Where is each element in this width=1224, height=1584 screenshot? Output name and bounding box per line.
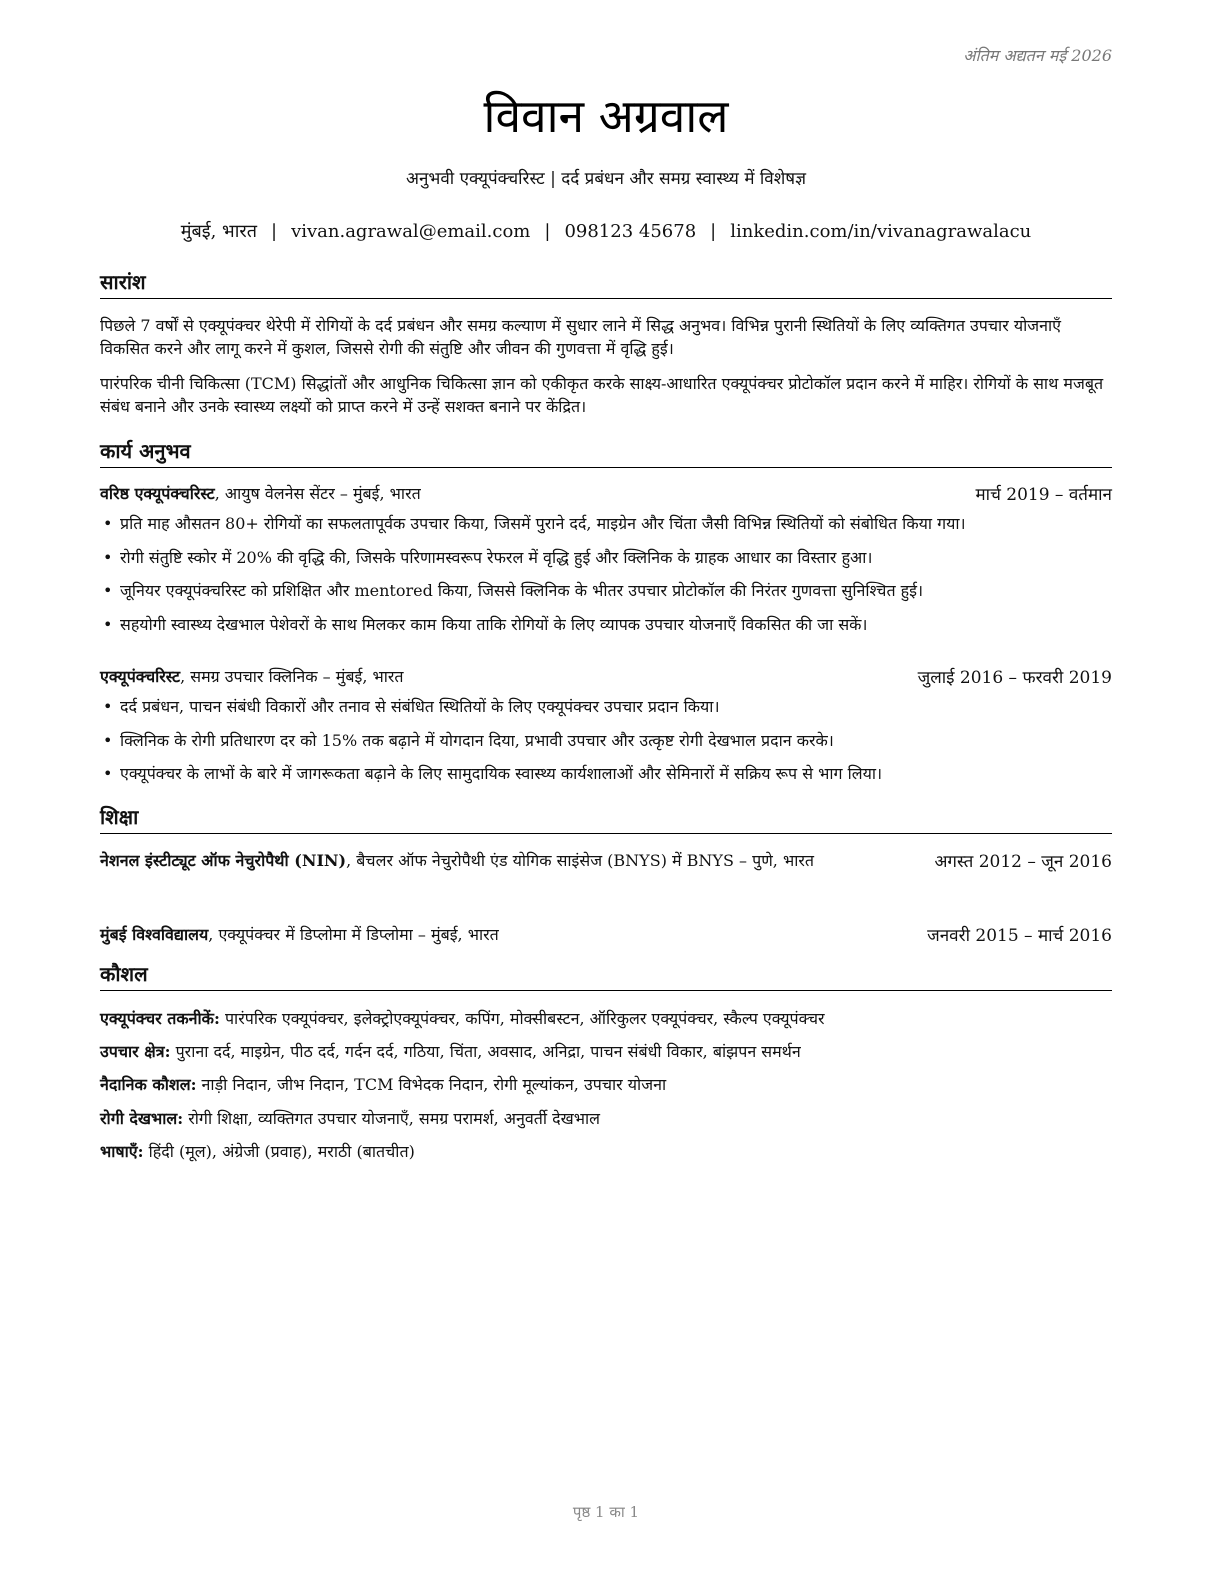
location: मुंबई, भारत bbox=[180, 221, 257, 242]
contact-line bbox=[100, 219, 1112, 243]
page-number: पृष्ठ 1 का 1 bbox=[572, 1503, 640, 1521]
school-name: नेशनल इंस्टीट्यूट ऑफ नेचुरोपैथी (NIN) bbox=[100, 851, 347, 870]
experience-heading: कार्य अनुभव bbox=[100, 438, 1112, 468]
job-org: , समग्र उपचार क्लिनिक – मुंबई, भारत bbox=[180, 667, 404, 686]
separator: | bbox=[544, 221, 551, 242]
job-bullets bbox=[100, 512, 1112, 646]
job-dates: जुलाई 2016 – फरवरी 2019 bbox=[917, 668, 1112, 688]
skill-row bbox=[100, 1140, 1112, 1162]
phone: 098123 45678 bbox=[564, 221, 697, 242]
skill-value: रोगी शिक्षा, व्यक्तिगत उपचार योजनाएँ, समग्र परामर्श, अनुवर्ती देखभाल bbox=[183, 1109, 600, 1128]
skill-label: उपचार क्षेत्र: bbox=[100, 1042, 171, 1061]
skill-label: रोगी देखभाल: bbox=[100, 1109, 184, 1128]
separator: | bbox=[710, 221, 717, 242]
resume-page bbox=[100, 0, 1112, 1584]
summary-paragraph: पिछले 7 वर्षों से एक्यूपंक्चर थेरेपी में रोगियों के दर्द प्रबंधन और समग्र कल्याण में सुधार लाने में सिद्ध अनुभव। विभिन्न पुरानी स्थितियों के लिए व्यक्तिगत उपचार योजनाएँ विकसित करने और लागू करने में कुशल, जिससे रोगी की संतुष्टि और जीवन की गुणवत्ता में वृद्धि हुई। bbox=[100, 316, 1061, 358]
job-org: , आयुष वेलनेस सेंटर – मुंबई, भारत bbox=[214, 484, 421, 503]
summary-heading: सारांश bbox=[100, 269, 1112, 299]
job-dates: मार्च 2019 – वर्तमान bbox=[975, 485, 1112, 505]
skill-value: नाड़ी निदान, जीभ निदान, TCM विभेदक निदान, रोगी मूल्यांकन, उपचार योजना bbox=[196, 1075, 667, 1094]
list-item: • दर्द प्रबंधन, पाचन संबंधी विकारों और तनाव से संबंधित स्थितियों के लिए एक्यूपंक्चर उपचार प्रदान किया। bbox=[100, 695, 1112, 729]
job-header bbox=[100, 482, 1112, 504]
school-name: मुंबई विश्वविद्यालय bbox=[100, 925, 209, 944]
skill-row bbox=[100, 1107, 1112, 1129]
skill-label: भाषाएँ: bbox=[100, 1142, 144, 1161]
education-dates: जनवरी 2015 – मार्च 2016 bbox=[927, 926, 1112, 946]
degree-detail: , एक्यूपंक्चर में डिप्लोमा में डिप्लोमा – मुंबई, भारत bbox=[208, 925, 499, 944]
job-bullets bbox=[100, 695, 1112, 796]
list-item: • एक्यूपंक्चर के लाभों के बारे में जागरूकता बढ़ाने के लिए सामुदायिक स्वास्थ्य कार्यशालाओं और सेमिनारों में सक्रिय रूप से भाग लिया। bbox=[100, 762, 1112, 796]
education-heading: शिक्षा bbox=[100, 804, 1112, 834]
last-updated: अंतिम अद्यतन मई 2026 bbox=[963, 46, 1112, 65]
skill-value: पारंपरिक एक्यूपंक्चर, इलेक्ट्रोएक्यूपंक्चर, कपिंग, मोक्सीबस्टन, ऑरिकुलर एक्यूपंक्चर, स्कैल्प एक्यूपंक्चर bbox=[219, 1009, 825, 1028]
education-dates: अगस्त 2012 – जून 2016 bbox=[934, 852, 1112, 872]
list-item: • प्रति माह औसतन 80+ रोगियों का सफलतापूर्वक उपचार किया, जिसमें पुराने दर्द, माइग्रेन और चिंता जैसी विभिन्न स्थितियों को संबोधित किया गया। bbox=[100, 512, 1112, 546]
job-title: वरिष्ठ एक्यूपंक्चरिस्ट bbox=[100, 484, 215, 503]
job-header bbox=[100, 665, 1112, 687]
tagline: अनुभवी एक्यूपंक्चरिस्ट | दर्द प्रबंधन और समग्र स्वास्थ्य में विशेषज्ञ bbox=[405, 169, 807, 189]
separator: | bbox=[270, 221, 278, 242]
list-item: • सहयोगी स्वास्थ्य देखभाल पेशेवरों के साथ मिलकर काम किया ताकि रोगियों के लिए व्यापक उपचार योजनाएँ विकसित की जा सकें। bbox=[100, 613, 1112, 647]
degree-detail: , बैचलर ऑफ नेचुरोपैथी एंड योगिक साइंसेज (BNYS) में BNYS – पुणे, भारत bbox=[346, 851, 815, 870]
skill-value: हिंदी (मूल), अंग्रेजी (प्रवाह), मराठी (बातचीत) bbox=[143, 1142, 415, 1161]
list-item: • जूनियर एक्यूपंक्चरिस्ट को प्रशिक्षित और mentored किया, जिससे क्लिनिक के भीतर उपचार प्रोटोकॉल की निरंतर गुणवत्ता सुनिश्चित हुई। bbox=[100, 579, 1112, 613]
skill-row bbox=[100, 1040, 1112, 1062]
summary-paragraph: पारंपरिक चीनी चिकित्सा (TCM) सिद्धांतों और आधुनिक चिकित्सा ज्ञान को एकीकृत करके साक्ष्य-आधारित एक्यूपंक्चर प्रोटोकॉल प्रदान करने में माहिर। रोगियों के साथ मजबूत संबंध बनाने और उनके स्वास्थ्य लक्ष्यों को प्राप्त करने में उन्हें सशक्त बनाने पर केंद्रित। bbox=[100, 374, 1104, 416]
list-item: • क्लिनिक के रोगी प्रतिधारण दर को 15% तक बढ़ाने में योगदान दिया, प्रभावी उपचार और उत्कृष्ट रोगी देखभाल प्रदान करके। bbox=[100, 729, 1112, 763]
skill-value: पुराना दर्द, माइग्रेन, पीठ दर्द, गर्दन दर्द, गठिया, चिंता, अवसाद, अनिद्रा, पाचन संबंधी विकार, बांझपन समर्थन bbox=[170, 1042, 801, 1061]
skill-row bbox=[100, 1007, 1112, 1029]
email-link[interactable]: vivan.agrawal@email.com bbox=[291, 221, 531, 242]
job-title: एक्यूपंक्चरिस्ट bbox=[100, 667, 181, 686]
skill-label: नैदानिक कौशल: bbox=[100, 1075, 197, 1094]
candidate-name: विवान अग्रवाल bbox=[483, 89, 729, 143]
skill-row bbox=[100, 1073, 1112, 1095]
linkedin-link[interactable]: linkedin.com/in/vivanagrawalacu bbox=[730, 221, 1032, 242]
education-entry bbox=[100, 848, 890, 873]
skill-label: एक्यूपंक्चर तकनीकें: bbox=[100, 1009, 220, 1028]
list-item: • रोगी संतुष्टि स्कोर में 20% की वृद्धि की, जिसके परिणामस्वरूप रेफरल में वृद्धि हुई और क्लिनिक के ग्राहक आधार का विस्तार हुआ। bbox=[100, 546, 1112, 580]
skills-heading: कौशल bbox=[100, 961, 1112, 991]
